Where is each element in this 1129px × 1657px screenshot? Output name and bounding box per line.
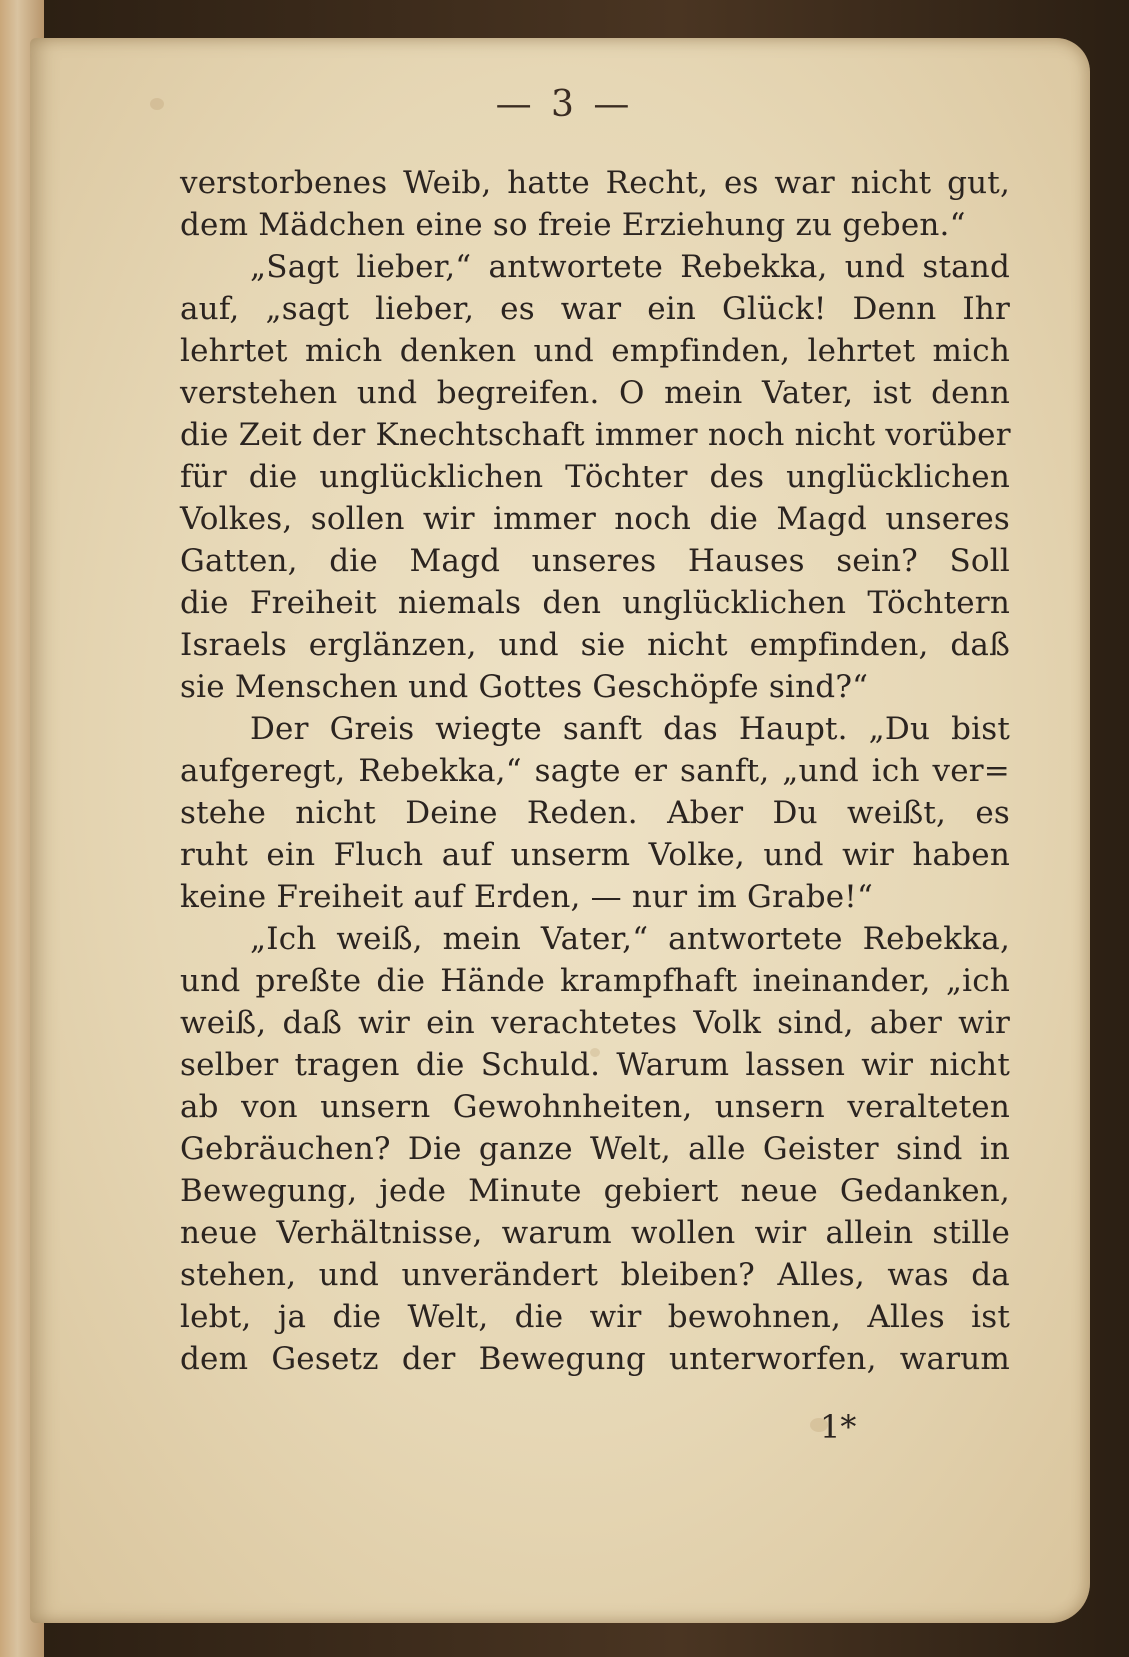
text-line: ruht ein Fluch auf unserm Volke, und wir haben (180, 837, 1010, 873)
text-line: verstehen und begreifen. O mein Vater, ist denn (180, 375, 1010, 411)
text-line: aufgeregt, Rebekka,“ sagte er sanft, „und ich ver= (180, 753, 1010, 789)
text-line: die Freiheit niemals den unglücklichen Töchtern (180, 585, 1010, 621)
body-text (180, 162, 1010, 1380)
text-line: „Ich weiß, mein Vater,“ antwortete Rebekka, (250, 921, 1010, 957)
text-line: dem Gesetz der Bewegung unterworfen, warum (180, 1341, 1010, 1377)
text-line: Israels erglänzen, und sie nicht empfinden, daß (180, 627, 1010, 663)
text-line: keine Freiheit auf Erden, — nur im Grabe!“ (180, 879, 874, 915)
text-line: dem Mädchen eine so freie Erziehung zu geben.“ (180, 207, 966, 243)
text-line: sie Menschen und Gottes Geschöpfe sind?“ (180, 669, 869, 705)
text-line: Der Greis wiegte sanft das Haupt. „Du bist (250, 711, 1010, 747)
text-line: für die unglücklichen Töchter des unglücklichen (180, 459, 1010, 495)
text-line: weiß, daß wir ein verachtetes Volk sind, aber wir (180, 1005, 1010, 1041)
text-line: lehrtet mich denken und empfinden, lehrtet mich (180, 333, 1010, 369)
text-line: selber tragen die Schuld. Warum lassen wir nicht (180, 1047, 1010, 1083)
text-line: „Sagt lieber,“ antwortete Rebekka, und stand (250, 249, 1010, 285)
text-line: auf, „sagt lieber, es war ein Glück! Denn Ihr (180, 291, 1010, 327)
text-line: stehen, und unverändert bleiben? Alles, was da (180, 1257, 1010, 1293)
text-line: die Zeit der Knechtschaft immer noch nicht vorüber (180, 417, 1011, 453)
text-line: stehe nicht Deine Reden. Aber Du weißt, es (180, 795, 1010, 831)
text-line: Volkes, sollen wir immer noch die Magd unseres (180, 501, 1010, 537)
text-line: ab von unsern Gewohnheiten, unsern veralteten (180, 1089, 1010, 1125)
text-line: Gatten, die Magd unseres Hauses sein? Soll (180, 543, 1010, 579)
text-line: und preßte die Hände krampfhaft ineinander, „ich (180, 963, 1010, 999)
printer-signature: 1* (820, 1408, 857, 1446)
text-line: Bewegung, jede Minute gebiert neue Gedanken, (180, 1173, 1010, 1209)
text-line: verstorbenes Weib, hatte Recht, es war nicht gut, (180, 165, 1010, 201)
text-line: Gebräuchen? Die ganze Welt, alle Geister sind in (180, 1131, 1010, 1167)
text-line: neue Verhältnisse, warum wollen wir allein stille (180, 1215, 1010, 1251)
page-number: — 3 — (495, 84, 634, 125)
text-line: lebt, ja die Welt, die wir bewohnen, Alles ist (180, 1299, 1010, 1335)
